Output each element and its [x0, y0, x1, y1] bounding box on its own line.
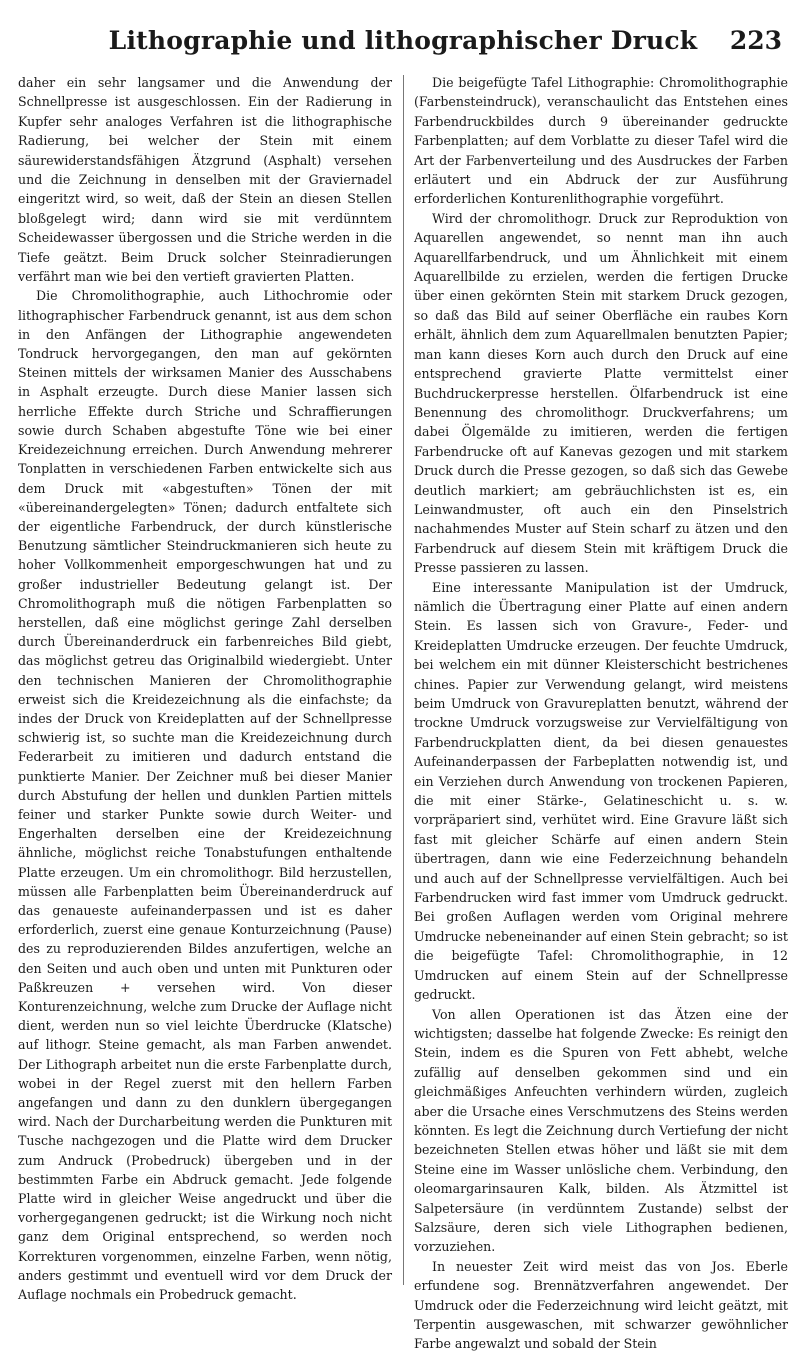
right-column: [414, 73, 788, 1352]
page-number: 223: [729, 26, 782, 55]
paragraph: Wird der chromolithogr. Druck zur Reproduktion von Aquarellen angewendet, so nennt man ihn auch Aquarellfarbendruck, und um Ähnlichkeit mit einem Aquarellbilde zu erzielen, werden die fertigen Drucke über einen gekörnten Stein mit starkem Druck gezogen, so daß das Bild auf seiner Oberfläche ein raubes Korn erhält, ähnlich dem zum Aquarellmalen benutzten Papier; man kann dieses Korn auch durch den Druck auf eine entsprechend gravierte Platte vermittelst einer Buchdruckerpresse herstellen. Ölfarbendruck ist eine Benennung des chromolithogr. Druckverfahrens; um dabei Ölgemälde zu imitieren, werden die fertigen Farbendrucke oft auf Kanevas gezogen und mit starkem Druck durch die Presse gezogen, so daß sich das Gewebe deutlich markiert; am gebräuchlichsten ist es, ein Leinwandmuster, oft auch ein den Pinselstrich nachahmendes Muster auf Stein scharf zu ätzen und den Farbendruck auf diesem Stein mit kräftigem Druck die Presse passieren zu lassen.: [414, 210, 788, 576]
paragraph: Von allen Operationen ist das Ätzen eine der wichtigsten; dasselbe hat folgende Zwecke: Es reinigt den Stein, indem es die Spuren von Fett abhebt, welche zufällig auf denselben gekommen sind und ein gleichmäßiges Anfeuchten verhindern würden, zugleich aber die Ursache eines Verschmutzens des Steins werden könnten. Es legt die Zeichnung durch Vertiefung der nicht bezeichneten Stellen etwas höher und läßt sie mit dem Steine eine im Wasser unlösliche chem. Verbindung, den oleomargarinsauren Kalk, bilden. Als Ätzmittel ist Salpetersäure (in verdünntem Zustande) selbst der Salzsäure, deren sich viele Lithographen bedienen, vorzuziehen.: [414, 1006, 788, 1255]
left-column: [18, 73, 392, 1303]
book-page: [18, 18, 788, 1352]
running-head: [18, 18, 788, 66]
column-divider: [403, 75, 404, 1285]
paragraph: Die beigefügte Tafel Lithographie: Chromolithographie (Farbensteindruck), veranschaulicht das Entstehen eines Farbendruckbildes durch 9 übereinander gedruckte Farbenplatten; auf dem Vorblatte zu dieser Tafel wird die Art der Farbenverteilung und des Ausdruckes der Farben erläutert und ein Abdruck der zur Ausführung erforderlichen Konturenlithographie vorgeführt.: [414, 75, 788, 207]
paragraph: daher ein sehr langsamer und die Anwendung der Schnellpresse ist ausgeschlossen. Ein der Radierung in Kupfer sehr analoges Verfahren ist die lithographische Radierung, bei welcher der Stein mit einem säurewiderstandsfähigen Ätzgrund (Asphalt) versehen und die Zeichnung in denselben mit der Graviernadel eingeritzt wird, so weit, daß der Stein an diesen Stellen bloßgelegt wird; dann wird sie mit verdünntem Scheidewasser übergossen und die Striche werden in die Tiefe geätzt. Beim Druck solcher Steinradierungen verfährt man wie bei den vertieft gravierten Platten.: [18, 75, 392, 285]
paragraph: Die Chromolithographie, auch Lithochromie oder lithographischer Farbendruck genannt, ist aus dem schon in den Anfängen der Lithographie angewendeten Tondruck hervorgegangen, den man auf gekörnten Steinen mittels der wirksamen Manier des Ausschabens in Asphalt erzeugte. Durch diese Manier lassen sich herrliche Effekte durch Striche und Schraffierungen sowie durch Schaben abgestufte Töne wie bei einer Kreidezeichnung erreichen. Durch Anwendung mehrerer Tonplatten in verschiedenen Farben entwickelte sich aus dem Druck mit «abgestuften» Tönen der mit «übereinandergelegten» Tönen; dadurch entfaltete sich der eigentliche Farbendruck, der durch künstlerische Benutzung sämtlicher Steindruckmanieren sich heute zu hoher Vollkommenheit emporgeschwungen hat und zu großer industrieller Bedeutung gelangt ist. Der Chromolithograph muß die nötigen Farbenplatten so herstellen, daß eine möglichst geringe Zahl derselben durch Übereinanderdruck ein farbenreiches Bild giebt, das möglichst getreu das Originalbild wiedergiebt. Unter den technischen Manieren der Chromolithographie erweist sich die Kreidezeichnung als die einfachste; da indes der Druck von Kreideplatten auf der Schnellpresse schwierig ist, so suchte man die Kreidezeichnung durch Federarbeit zu imitieren und dadurch entstand die punktierte Manier. Der Zeichner muß bei dieser Manier durch Abstufung der hellen und dunklen Partien mittels feiner und starker Punkte sowie durch Weiter- und Engerhalten derselben eine der Kreidezeichnung ähnliche, möglichst reiche Tonabstufungen enthaltende Platte erzeugen. Um ein chromolithogr. Bild herzustellen, müssen alle Farbenplatten beim Übereinanderdruck auf das genaueste aufeinanderpassen und ist es daher erforderlich, zuerst eine genaue Konturzeichnung (Pause) des zu reproduzierenden Bildes anzufertigen, welche an den Seiten und auch oben und unten mit Punkturen oder Paßkreuzen + versehen wird. Von dieser Konturenzeichnung, welche zum Drucke der Auflage nicht dient, werden nun so viel leichte Überdrucke (Klatsche) auf lithogr. Steine gemacht, als man Farben anwendet. Der Lithograph arbeitet nun die erste Farbenplatte durch, wobei in der Regel zuerst mit den hellern Farben angefangen und dann zu den dunklern übergegangen wird. Nach der Durcharbeitung werden die Punkturen mit Tusche nachgezogen und die Platte wird dem Drucker zum Andruck (Probedruck) übergeben und in der bestimmten Farbe ein Abdruck gemacht. Jede folgende Platte wird in gleicher Weise angedruckt und über die vorhergegangenen gedruckt; ist die Wirkung noch nicht ganz dem Original entsprechend, so werden noch Korrekturen vorgenommen, einzelne Farben, wenn nötig, anders gestimmt und eventuell wird vor dem Druck der Auflage nochmals ein Probedruck gemacht.: [18, 288, 392, 1303]
paragraph: In neuester Zeit wird meist das von Jos. Eberle erfundene sog. Brennätzverfahren angewendet. Der Umdruck oder die Federzeichnung wird leicht geätzt, mit Terpentin ausgewaschen, mit schwarzer gewöhnlicher Farbe angewalzt und sobald der Stein: [414, 1258, 788, 1352]
paragraph: Eine interessante Manipulation ist der Umdruck, nämlich die Übertragung einer Platte auf einen andern Stein. Es lassen sich von Gravure-, Feder- und Kreideplatten Umdrucke erzeugen. Der feuchte Umdruck, bei welchem ein mit dünner Kleisterschicht bestrichenes chines. Papier zur Verwendung gelangt, wird meistens beim Umdruck von Gravureplatten benutzt, während der trockne Umdruck vorzugsweise zur Vervielfältigung von Farbendruckplatten dient, da bei diesen genauestes Aufeinanderpassen der Farbeplatten notwendig ist, und ein Verziehen durch Anwendung von trockenen Papieren, die mit einer Stärke-, Gelatineschicht u. s. w. vorpräpariert sind, verhütet wird. Eine Gravure läßt sich fast mit gleicher Schärfe auf einen andern Stein übertragen, dann wie eine Federzeichnung behandeln und auch auf der Schnellpresse vervielfältigen. Auch bei Farbendrucken wird fast immer vom Umdruck gedruckt. Bei großen Auflagen werden vom Original mehrere Umdrucke nebeneinander auf einen Stein gebracht; so ist die beigefügte Tafel: Chromolithographie, in 12 Umdrucken auf einem Stein auf der Schnellpresse gedruckt.: [414, 579, 788, 1003]
text-columns: [18, 73, 788, 1352]
page-title: Lithographie und lithographischer Druck: [108, 26, 698, 55]
